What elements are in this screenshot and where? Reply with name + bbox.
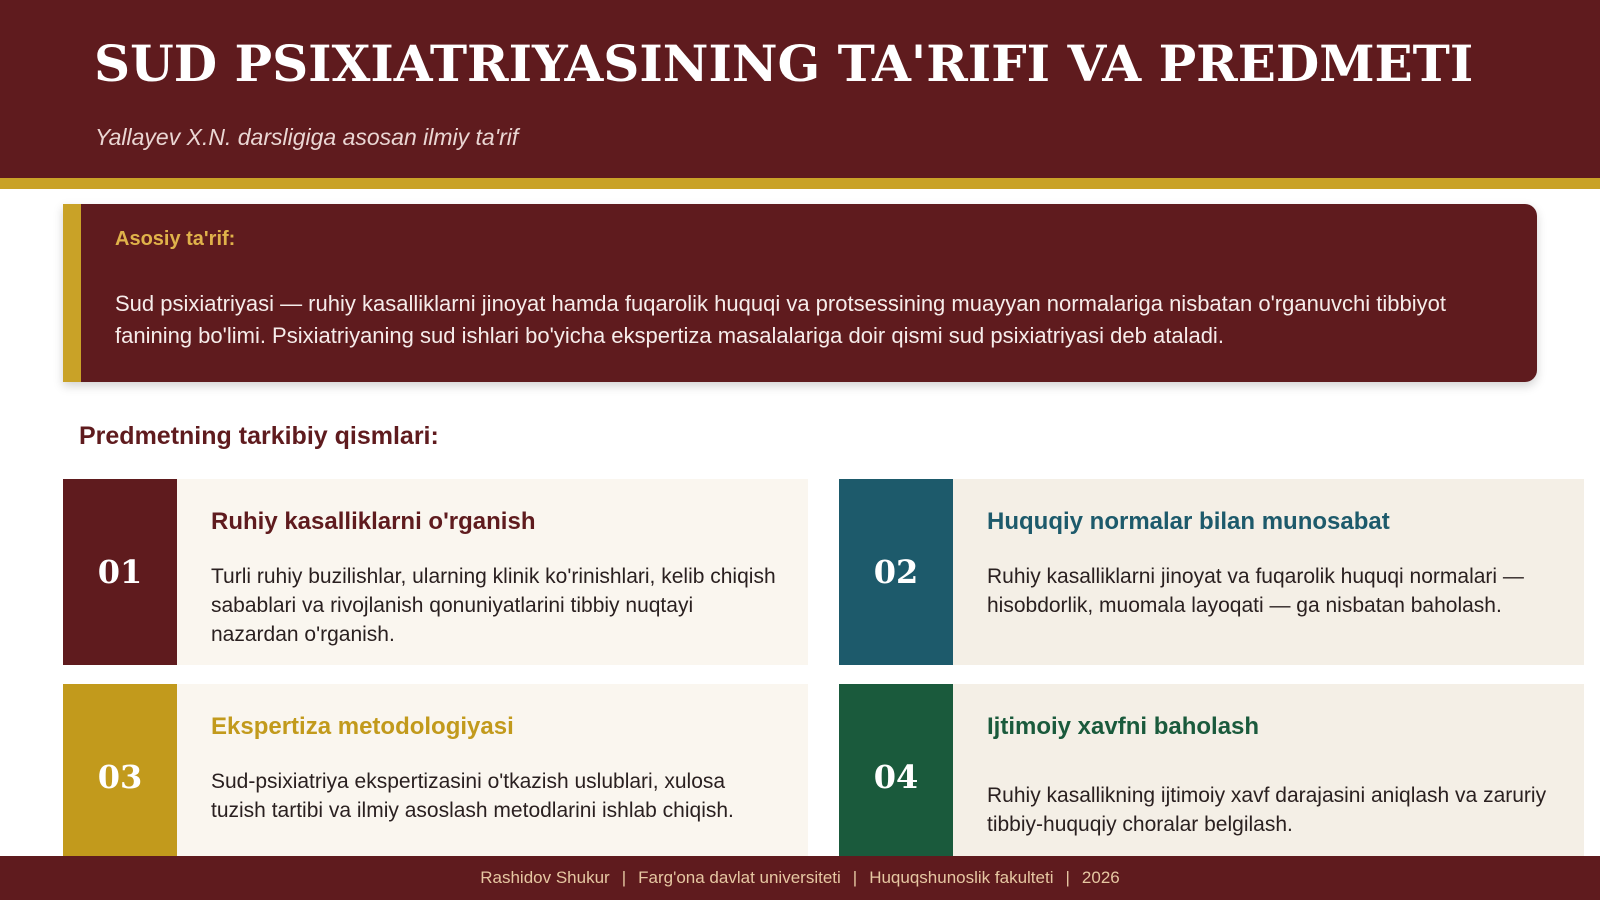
card-title: Huquqiy normalar bilan munosabat	[987, 508, 1390, 535]
definition-box	[63, 204, 1537, 382]
card-description: Ruhiy kasalliklarni jinoyat va fuqarolik huquqi normalari — hisobdorlik, muomala layoqati — ga nisbatan baholash.	[987, 565, 1524, 617]
component-card-4	[839, 684, 1584, 870]
section-heading: Predmetning tarkibiy qismlari:	[79, 422, 439, 450]
slide-subtitle: Yallayev X.N. darsligiga asosan ilmiy ta'rif	[95, 124, 519, 150]
card-title: Ekspertiza metodologiyasi	[211, 713, 514, 740]
card-title: Ijtimoiy xavfni baholash	[987, 713, 1260, 740]
card-number-badge: 01	[63, 479, 177, 665]
footer-university: Farg'ona davlat universiteti	[638, 868, 841, 887]
component-card-3	[63, 684, 808, 870]
footer-separator: |	[1065, 868, 1070, 887]
card-description: Ruhiy kasallikning ijtimoiy xavf darajasini aniqlash va zaruriy tibbiy-huquqiy choralar belgilash.	[987, 784, 1547, 836]
definition-accent-bar	[63, 204, 81, 382]
component-card-2	[839, 479, 1584, 665]
slide-header	[0, 0, 1600, 178]
definition-text: Sud psixiatriyasi — ruhiy kasalliklarni jinoyat hamda fuqarolik huquqi va protsessining muayyan normalariga nisbatan o'rganuvchi tibbiyot fanining bo'limi. Psixiatriyaning sud ishlari bo'yicha ekspertiza masalalariga doir qismi sud psixiatriyasi deb ataladi.	[115, 291, 1446, 348]
card-description: Sud-psixiatriya ekspertizasini o'tkazish uslublari, xulosa tuzish tartibi va ilmiy asoslash metodlarini ishlab chiqish.	[211, 770, 734, 822]
card-number-badge: 03	[63, 684, 177, 870]
definition-label: Asosiy ta'rif:	[115, 228, 236, 250]
slide-footer	[0, 856, 1600, 900]
card-description: Turli ruhiy buzilishlar, ularning klinik ko'rinishlari, kelib chiqish sabablari va rivojlanish qonuniyatlarini tibbiy nuqtayi nazardan o'rganish.	[211, 565, 776, 646]
slide-title: SUD PSIXIATRIYASINING TA'RIFI VA PREDMETI	[94, 34, 1474, 93]
card-number-badge: 02	[839, 479, 953, 665]
header-divider	[0, 178, 1600, 189]
card-number-badge: 04	[839, 684, 953, 870]
footer-year: 2026	[1081, 868, 1120, 887]
card-title: Ruhiy kasalliklarni o'rganish	[211, 508, 536, 535]
footer-separator: |	[852, 868, 858, 887]
footer-separator: |	[621, 868, 627, 887]
component-card-1	[63, 479, 808, 665]
footer-author: Rashidov Shukur	[480, 868, 610, 887]
footer-faculty: Huquqshunoslik fakulteti	[869, 868, 1054, 887]
